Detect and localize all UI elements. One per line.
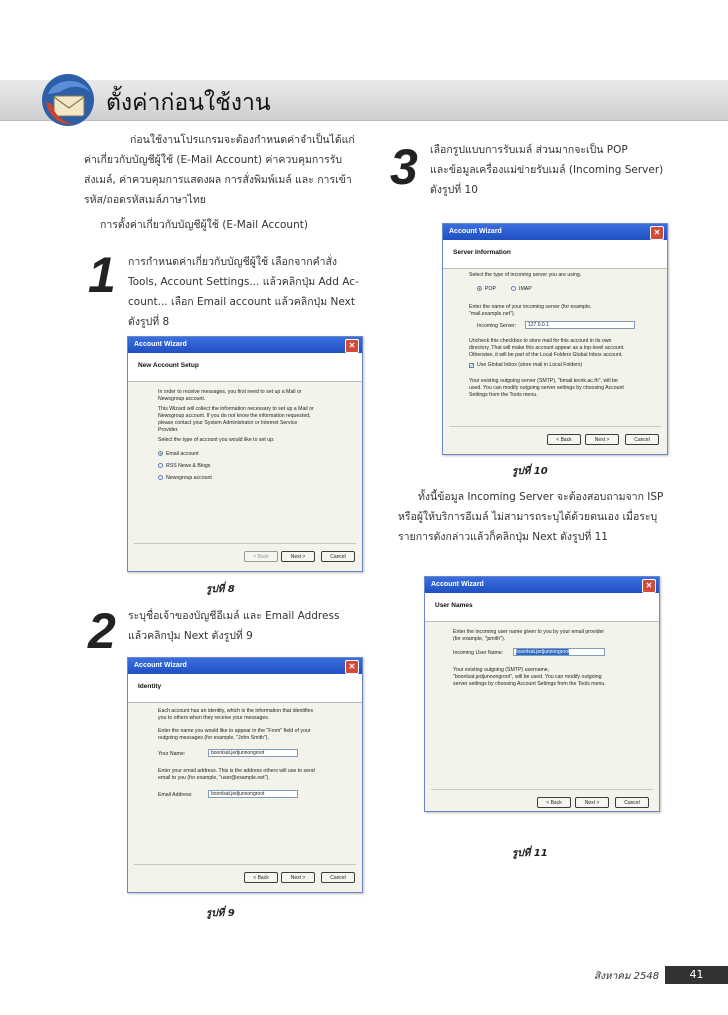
radio-icon bbox=[158, 463, 163, 468]
close-icon[interactable]: ✕ bbox=[642, 579, 656, 593]
checkmark-icon: ✓ bbox=[470, 363, 475, 369]
cancel-button[interactable]: Cancel bbox=[625, 434, 659, 445]
dialog-text: Otherwise, it will be part of the Local Folders Global Inbox account. bbox=[469, 352, 623, 358]
email-address-input[interactable]: boonlsat.jedjunnongroot bbox=[208, 790, 298, 798]
back-button[interactable]: < Back bbox=[547, 434, 581, 445]
next-button[interactable]: Next > bbox=[281, 551, 315, 562]
global-inbox-checkbox[interactable] bbox=[469, 362, 582, 368]
dialog-text: Enter the name of your incoming server (for example, bbox=[469, 304, 592, 310]
dialog-header bbox=[443, 240, 667, 269]
dialog-header bbox=[128, 674, 362, 703]
radio-email-account[interactable] bbox=[158, 451, 199, 457]
close-icon[interactable]: ✕ bbox=[345, 339, 359, 353]
dialog-text: please contact your System Administrator or Internet Service bbox=[158, 420, 298, 426]
intro-line: ค่าเกี่ยวกับบัญชีผู้ใช้ (E-Mail Account) ค่าควบคุมการรับ bbox=[84, 154, 343, 166]
close-icon[interactable]: ✕ bbox=[650, 226, 664, 240]
back-button[interactable]: < Back bbox=[244, 872, 278, 883]
email-address-label: Email Address: bbox=[158, 792, 193, 798]
figure-caption: รูปที่ 10 bbox=[512, 466, 548, 477]
dialog-divider bbox=[134, 864, 356, 865]
figure-caption: รูปที่ 8 bbox=[206, 584, 235, 595]
dialog-title: Account Wizard bbox=[449, 228, 502, 235]
dialog-header bbox=[425, 593, 659, 622]
checkbox-label: Use Global Inbox (store mail in Local Folders) bbox=[477, 362, 583, 368]
dialog-divider bbox=[134, 543, 356, 544]
dialog-text: directory. That will make this account appear as a top-level account. bbox=[469, 345, 625, 351]
radio-selected-icon bbox=[477, 286, 482, 291]
step-number: 2 bbox=[88, 603, 116, 659]
dialog-title: Account Wizard bbox=[431, 581, 484, 588]
radio-label: RSS News & Blogs bbox=[166, 463, 211, 469]
dialog-text: Enter your email address. This is the address others will use to send bbox=[158, 768, 315, 774]
section-subheading: การตั้งค่าเกี่ยวกับบัญชีผู้ใช้ (E-Mail Account) bbox=[100, 219, 308, 231]
dialog-titlebar bbox=[128, 658, 362, 674]
step-text: เลือกรูปแบบการรับเมล์ ส่วนมากจะเป็น POP bbox=[430, 144, 628, 156]
intro-line: ก่อนใช้งานโปรแกรมจะต้องกำหนดค่าจำเป็นได้แก่ bbox=[130, 134, 355, 146]
incoming-server-label: Incoming Server: bbox=[477, 323, 517, 329]
radio-icon bbox=[158, 475, 163, 480]
dialog-title: Account Wizard bbox=[134, 662, 187, 669]
radio-label: Email account bbox=[166, 451, 199, 457]
back-button[interactable]: < Back bbox=[537, 797, 571, 808]
dialog-title: Account Wizard bbox=[134, 341, 187, 348]
paragraph-line: ทั้งนี้ข้อมูล Incoming Server จะต้องสอบถามจาก ISP bbox=[418, 491, 664, 503]
paragraph-line: รายการดังกล่าวแล้วก็คลิกปุ่ม Next ดังรูปที่ 11 bbox=[398, 531, 608, 543]
step-number: 3 bbox=[390, 139, 418, 195]
back-button[interactable]: < Back bbox=[244, 551, 278, 562]
dialog-text: "boonlsat.jedjunnongroot", will be used. You can modify outgoing bbox=[453, 674, 602, 680]
radio-pop[interactable] bbox=[477, 286, 496, 292]
step-text: count... เลือก Email account แล้วคลิกปุ่ม Next bbox=[128, 296, 355, 308]
figure-caption: รูปที่ 9 bbox=[206, 908, 235, 919]
thunderbird-logo-icon bbox=[40, 72, 96, 128]
account-wizard-dialog-fig8 bbox=[127, 336, 363, 572]
step-text: การกำหนดค่าเกี่ยวกับบัญชีผู้ใช้ เลือกจากคำสั่ง bbox=[128, 256, 338, 268]
account-wizard-dialog-fig10 bbox=[442, 223, 668, 455]
dialog-text: Your existing outgoing (SMTP) username, bbox=[453, 667, 550, 673]
next-button[interactable]: Next > bbox=[575, 797, 609, 808]
incoming-user-name-label: Incoming User Name: bbox=[453, 650, 504, 656]
dialog-divider bbox=[449, 426, 661, 427]
your-name-label: Your Name: bbox=[158, 751, 186, 757]
step-text: ดังรูปที่ 8 bbox=[128, 316, 170, 328]
issue-date: สิงหาคม 2548 bbox=[594, 971, 660, 982]
dialog-text: server settings by choosing Account Settings from the Tools menu. bbox=[453, 681, 606, 687]
radio-imap[interactable] bbox=[511, 286, 532, 292]
dialog-text: Select the type of incoming server you are using. bbox=[469, 272, 582, 278]
dialog-text: used. You can modify outgoing server settings by choosing Account bbox=[469, 385, 624, 391]
step-text: แล้วคลิกปุ่ม Next ดังรูปที่ 9 bbox=[128, 630, 253, 642]
dialog-text: In order to receive messages, you first need to set up a Mail or bbox=[158, 389, 302, 395]
dialog-text: This Wizard will collect the information necessary to set up a Mail or bbox=[158, 406, 314, 412]
page-title: ตั้งค่าก่อนใช้งาน bbox=[106, 90, 271, 116]
intro-line: รหัส/ถอดรหัสเมล์ภาษาไทย bbox=[84, 194, 206, 206]
dialog-text: Settings from the Tools menu. bbox=[469, 392, 538, 398]
dialog-text: (for example, "jsmith"). bbox=[453, 636, 506, 642]
figure-caption: รูปที่ 11 bbox=[512, 848, 548, 859]
step-text: และข้อมูลเครื่องแม่ข่ายรับเมล์ (Incoming Server) bbox=[430, 164, 664, 176]
your-name-input[interactable]: boonlsat.jedjunnongroot bbox=[208, 749, 298, 757]
dialog-header bbox=[128, 353, 362, 382]
step-text: Tools, Account Settings... แล้วคลิกปุ่ม Add Ac- bbox=[128, 276, 359, 288]
selected-text: boonlsat.jedjunnongroot bbox=[516, 649, 570, 655]
account-wizard-dialog-fig9 bbox=[127, 657, 363, 893]
step-text: ระบุชื่อเจ้าของบัญชีอีเมล์ และ Email Address bbox=[128, 610, 340, 622]
incoming-server-input[interactable]: 127.0.0.1 bbox=[525, 321, 635, 329]
account-wizard-dialog-fig11 bbox=[424, 576, 660, 812]
dialog-text: Each account has an identity, which is the information that identifies bbox=[158, 708, 314, 714]
radio-label: IMAP bbox=[519, 286, 532, 292]
radio-label: POP bbox=[485, 286, 496, 292]
radio-icon bbox=[511, 286, 516, 291]
dialog-text: Enter the incoming user name given to you by your email provider bbox=[453, 629, 605, 635]
dialog-text: email to you (for example, "user@example.net"). bbox=[158, 775, 270, 781]
dialog-heading: User Names bbox=[435, 602, 473, 609]
next-button[interactable]: Next > bbox=[585, 434, 619, 445]
dialog-divider bbox=[431, 789, 653, 790]
page-number: 41 bbox=[665, 966, 728, 984]
cancel-button[interactable]: Cancel bbox=[321, 551, 355, 562]
step-text: ดังรูปที่ 10 bbox=[430, 184, 478, 196]
dialog-text: outgoing messages (for example, "John Smith"). bbox=[158, 735, 269, 741]
dialog-text: Your existing outgoing server (SMTP), "bmail.tecnk.ac.th", will be bbox=[469, 378, 618, 384]
dialog-heading: Server Information bbox=[453, 249, 511, 256]
dialog-titlebar bbox=[443, 224, 667, 240]
dialog-titlebar bbox=[128, 337, 362, 353]
dialog-titlebar bbox=[425, 577, 659, 593]
radio-selected-icon bbox=[158, 451, 163, 456]
cancel-button[interactable]: Cancel bbox=[615, 797, 649, 808]
intro-line: ส่งเมล์, ค่าควบคุมการแสดงผล การสั่งพิมพ์เมล์ และ การเข้า bbox=[84, 174, 352, 186]
next-button[interactable]: Next > bbox=[281, 872, 315, 883]
dialog-heading: New Account Setup bbox=[138, 362, 199, 369]
dialog-text: "mail.example.net"). bbox=[469, 311, 516, 317]
dialog-text: Enter the name you would like to appear in the "From" field of your bbox=[158, 728, 311, 734]
radio-newsgroup-account[interactable] bbox=[158, 475, 212, 481]
radio-rss-news[interactable] bbox=[158, 463, 210, 469]
dialog-text: you to others when they receive your messages. bbox=[158, 715, 270, 721]
dialog-text: Uncheck this checkbox to store mail for this account in its own bbox=[469, 338, 612, 344]
dialog-text: Newsgroup account. bbox=[158, 396, 206, 402]
dialog-text: Provider. bbox=[158, 427, 179, 433]
close-icon[interactable]: ✕ bbox=[345, 660, 359, 674]
dialog-text: Select the type of account you would like to set up: bbox=[158, 437, 275, 443]
cancel-button[interactable]: Cancel bbox=[321, 872, 355, 883]
dialog-text: Newsgroup account. If you do not know the information requested, bbox=[158, 413, 311, 419]
step-number: 1 bbox=[88, 247, 116, 303]
paragraph-line: หรือผู้ให้บริการอีเมล์ ไม่สามารถระบุได้ด้วยตนเอง เมื่อระบุ bbox=[398, 511, 658, 523]
radio-label: Newsgroup account bbox=[166, 475, 212, 481]
dialog-heading: Identity bbox=[138, 683, 162, 690]
incoming-user-name-input[interactable] bbox=[513, 648, 605, 656]
